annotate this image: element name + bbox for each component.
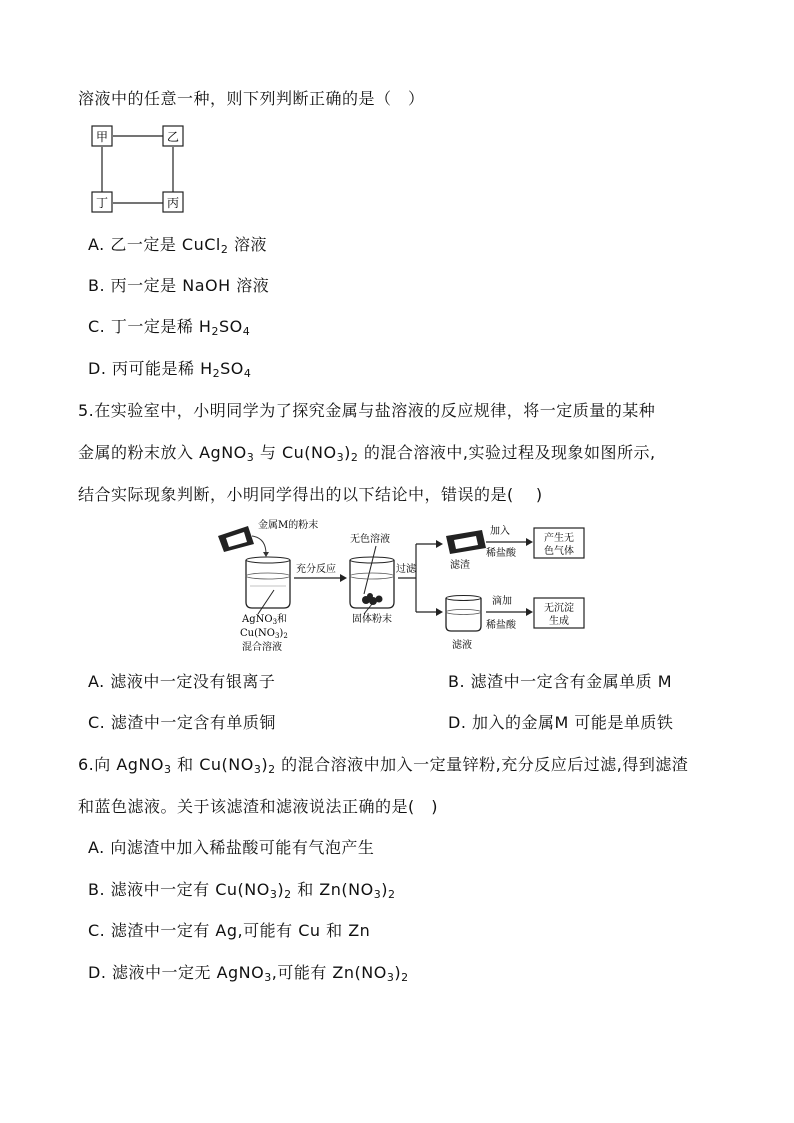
q5-option-b: B. 滤渣中一定含有金属单质 M <box>448 672 673 691</box>
react-label: 充分反应 <box>296 564 336 575</box>
q4-square-diagram <box>88 122 188 218</box>
diagram-node-yi: 乙 <box>166 130 180 144</box>
q5-option-c: C. 滤渣中一定含有单质铜 <box>88 713 276 732</box>
colorless-label: 无色溶液 <box>350 534 390 545</box>
diagram-node-ding: 丁 <box>95 196 109 210</box>
q6-option-b: B. 滤液中一定有 $Cu(NO_3)_2$ 和 $Zn(NO_3)_2$ <box>88 880 396 901</box>
filtrate-label: 滤液 <box>452 640 472 651</box>
q4-option-a: A. 乙一定是 CuCl$_2$ 溶液 <box>88 235 267 256</box>
metal-label: 金属M的粉末 <box>258 520 319 531</box>
pour-arrow-icon <box>252 536 266 554</box>
q4-intro: 溶液中的任意一种，则下列判断正确的是（ ） <box>78 89 425 108</box>
q5-experiment-figure <box>214 516 594 656</box>
svg-text:生成: 生成 <box>549 616 569 627</box>
q6-option-a: A. 向滤渣中加入稀盐酸可能有气泡产生 <box>88 838 375 857</box>
q5-stem-line-1: 5.在实验室中，小明同学为了探究金属与盐溶液的反应规律，将一定质量的某种 <box>78 401 656 420</box>
filtrate-beaker-icon <box>446 596 481 632</box>
q4-option-b: B. 丙一定是 NaOH 溶液 <box>88 276 270 295</box>
q5-option-d: D. 加入的金属M 可能是单质铁 <box>448 713 674 732</box>
residue-label: 滤渣 <box>450 560 470 571</box>
q5-option-a: A. 滤液中一定没有银离子 <box>88 672 276 691</box>
beaker-1-icon <box>246 557 290 608</box>
diagram-node-bing: 丙 <box>166 196 180 210</box>
svg-text:色气体: 色气体 <box>544 546 574 557</box>
q5-stem-line-2: 金属的粉末放入 AgNO$_3$ 与 $Cu(NO_3)_2$ 的混合溶液中,实验过程及现象如图所示, <box>78 443 656 464</box>
q6-option-c: C. 滤渣中一定有 Ag,可能有 Cu 和 Zn <box>88 921 371 940</box>
add-label: 加入 <box>490 526 510 537</box>
drip-label: 滴加 <box>492 596 512 607</box>
q6-stem-line-2: 和蓝色滤液。关于该滤渣和滤液说法正确的是( ) <box>78 797 438 816</box>
q6-option-d: D. 滤液中一定无 AgNO$_3$,可能有 $Zn(NO_3)_2$ <box>88 963 409 984</box>
q4-option-c: C. 丁一定是稀 $H_2SO_4$ <box>88 317 251 338</box>
q5-stem-line-3: 结合实际现象判断，小明同学得出的以下结论中，错误的是( ) <box>78 485 543 504</box>
svg-text:产生无: 产生无 <box>544 533 574 544</box>
solid-label: 固体粉末 <box>352 614 392 625</box>
beaker1-label-1: AgNO$_3$和 <box>242 614 288 626</box>
beaker1-label-2: $Cu(NO_3)_2$ <box>240 628 288 640</box>
svg-text:无沉淀: 无沉淀 <box>544 603 574 614</box>
q6-stem-line-1: 6.向 AgNO$_3$ 和 $Cu(NO_3)_2$ 的混合溶液中加入一定量锌粉,充分反应后过滤,得到滤渣 <box>78 755 689 776</box>
diagram-node-jia: 甲 <box>95 130 109 144</box>
beaker1-label-3: 混合溶液 <box>242 642 282 653</box>
filter-label: 过滤 <box>396 564 416 575</box>
acid-label-2: 稀盐酸 <box>486 620 516 631</box>
q4-option-d: D. 丙可能是稀 $H_2SO_4$ <box>88 359 252 380</box>
beaker-2-icon <box>350 557 394 608</box>
acid-label-1: 稀盐酸 <box>486 548 516 559</box>
